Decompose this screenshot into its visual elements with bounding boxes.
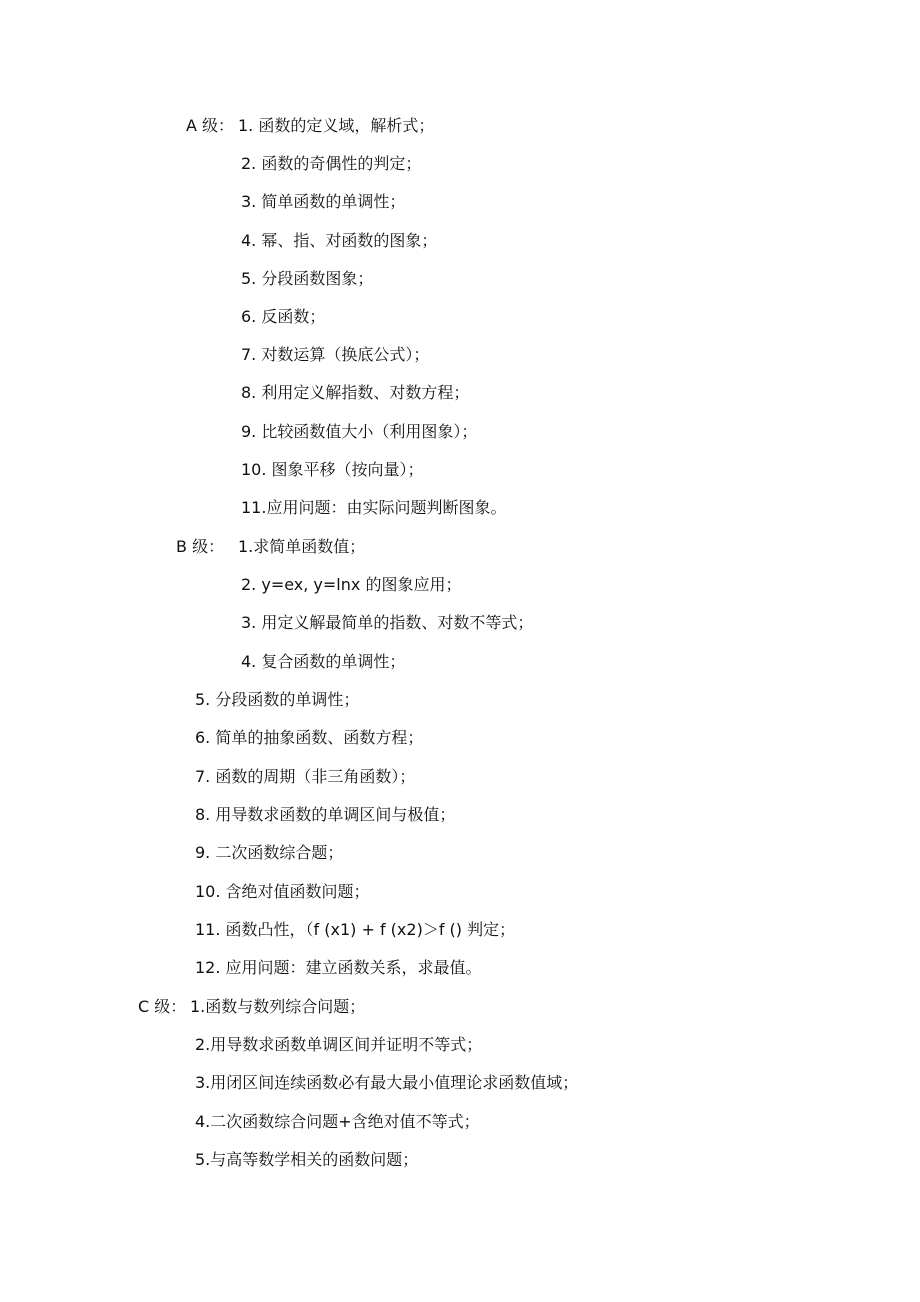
section-b-item-2: 2. y=ex, y=lnx 的图象应用；	[241, 575, 462, 594]
section-a-item-7: 7. 对数运算（换底公式）；	[241, 345, 430, 364]
section-c-item-1: 1.函数与数列综合问题；	[190, 997, 366, 1016]
section-a-item-2: 2. 函数的奇偶性的判定；	[241, 154, 422, 173]
section-b-item-6: 6. 简单的抽象函数、函数方程；	[195, 728, 424, 747]
section-c-item-3: 3.用闭区间连续函数必有最大最小值理论求函数值域；	[195, 1073, 579, 1092]
section-a-item-8: 8. 利用定义解指数、对数方程；	[241, 383, 470, 402]
section-b-item-12: 12. 应用问题：建立函数关系，求最值。	[195, 958, 482, 977]
section-c-label: C 级：	[138, 997, 187, 1016]
section-b-item-3: 3. 用定义解最简单的指数、对数不等式；	[241, 613, 534, 632]
section-b-label: B 级：	[176, 537, 225, 556]
section-a-item-5: 5. 分段函数图象；	[241, 269, 374, 288]
section-b-item-5: 5. 分段函数的单调性；	[195, 690, 360, 709]
section-a-item-3: 3. 简单函数的单调性；	[241, 192, 406, 211]
section-c-item-2: 2.用导数求函数单调区间并证明不等式；	[195, 1035, 483, 1054]
section-a-item-1: 1. 函数的定义域，解析式；	[238, 116, 435, 135]
section-b-item-10: 10. 含绝对值函数问题；	[195, 882, 370, 901]
section-a-label: A 级：	[186, 116, 235, 135]
section-b-item-11: 11. 函数凸性，（f (x1) + f (x2)＞f () 判定；	[195, 920, 516, 939]
section-c-item-5: 5.与高等数学相关的函数问题；	[195, 1150, 419, 1169]
section-c-item-4: 4.二次函数综合问题+含绝对值不等式；	[195, 1112, 480, 1131]
section-b-item-7: 7. 函数的周期（非三角函数）；	[195, 767, 416, 786]
section-b-item-8: 8. 用导数求函数的单调区间与极值；	[195, 805, 456, 824]
section-a-item-10: 10. 图象平移（按向量）；	[241, 460, 424, 479]
section-b-item-9: 9. 二次函数综合题；	[195, 843, 344, 862]
section-b-item-1: 1.求简单函数值；	[238, 537, 366, 556]
section-a-item-11: 11.应用问题：由实际问题判断图象。	[241, 498, 507, 517]
section-a-item-9: 9. 比较函数值大小（利用图象）；	[241, 422, 478, 441]
section-b-item-4: 4. 复合函数的单调性；	[241, 652, 406, 671]
section-a-item-4: 4. 幂、指、对函数的图象；	[241, 231, 438, 250]
section-a-item-6: 6. 反函数；	[241, 307, 326, 326]
